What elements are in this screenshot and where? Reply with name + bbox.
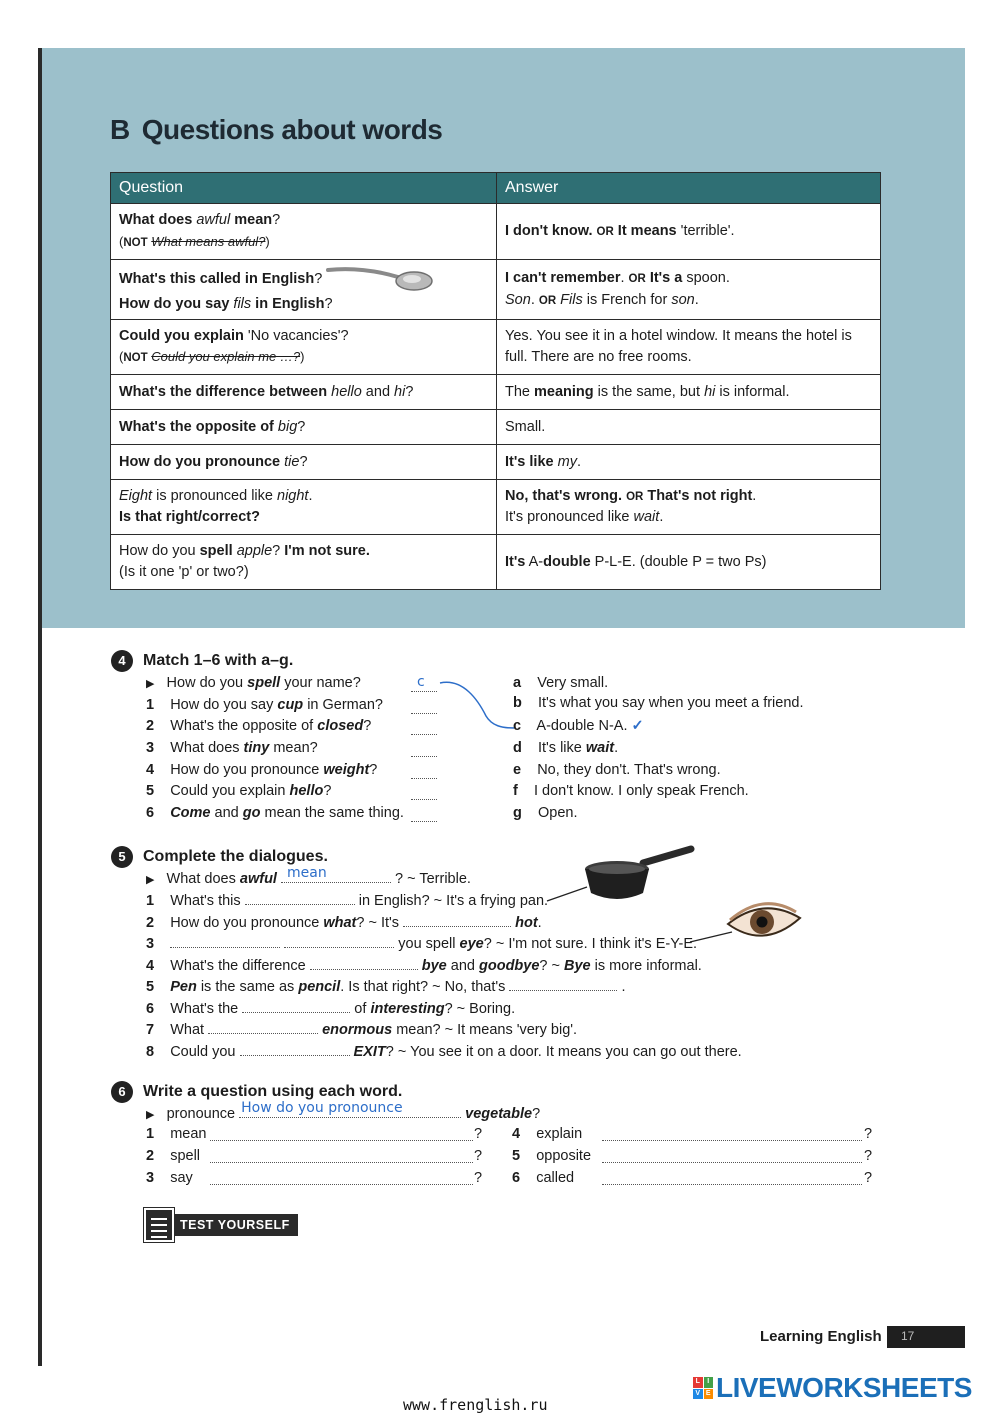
question-cell: What's this called in English? How do you say fils in English? [111,260,497,320]
ex5-item: 7 What enormous mean? ~ It means 'very big'. [146,1022,578,1038]
answer-cell: Small. [497,410,881,445]
test-yourself-badge[interactable] [144,1210,298,1240]
ex5-item: 8 Could you EXIT? ~ You see it on a door. It means you can go out there. [146,1044,742,1060]
ex4-answer-c: c A-double N-A. ✓ [513,718,644,734]
exercise-6-number: 6 [111,1081,133,1103]
answer-blank[interactable] [509,977,617,991]
ex5-item: 4 What's the difference bye and goodbye? ~ Bye is more informal. [146,958,702,974]
footer-title: Learning English [760,1328,882,1345]
question-mark: ? [474,1126,483,1142]
questions-table [110,172,881,590]
answer-blank[interactable] [602,1127,862,1141]
ex6-item: 6 called [512,1170,575,1186]
question-mark: ? [864,1170,873,1186]
table-row [111,535,881,590]
exercise-6-title: Write a question using each word. [143,1083,403,1100]
answer-blank[interactable] [208,1020,318,1034]
answer-cell: I don't know. OR It means 'terrible'. [497,204,881,260]
section-title [110,114,442,146]
section-letter: B [110,114,130,145]
ex4-question: 3 What does tiny mean? [146,740,318,756]
exercise-4-number: 4 [111,650,133,672]
header-question: Question [111,173,497,204]
ex4-question: 6 Come and go mean the same thing. [146,805,404,821]
ex5-example: ▶ What does awful mean ? ~ Terrible. [146,865,471,887]
ex4-question: 4 How do you pronounce weight? [146,762,378,778]
ex4-answer-f: f I don't know. I only speak French. [513,783,749,799]
table-row [111,204,881,260]
exercise-5-number: 5 [111,846,133,868]
answer-blank[interactable] [602,1149,862,1163]
liveworksheets-logo-icon: L I V E [693,1377,713,1399]
frying-pan-image [545,843,695,909]
ex6-item: 1 mean [146,1126,207,1142]
ex4-answer-a: a Very small. [513,675,609,691]
table-header-row [111,173,881,204]
answer-blank[interactable] [240,1042,350,1056]
ex6-item: 4 explain [512,1126,583,1142]
play-icon: ▶ [146,678,155,690]
ex4-answer-b: b It's what you say when you meet a friend. [513,695,804,711]
liveworksheets-brand [693,1372,972,1404]
question-mark: ? [474,1148,483,1164]
answer-cell: The meaning is the same, but hi is informal. [497,375,881,410]
play-icon: ▶ [146,874,155,886]
notebook-icon [144,1208,174,1242]
answer-blank[interactable] [602,1171,862,1185]
question-cell: What's the difference between hello and hi? [111,375,497,410]
question-cell: How do you spell apple? I'm not sure. (Is it one 'p' or two?) [111,535,497,590]
ex6-item: 2 spell [146,1148,201,1164]
table-row [111,260,881,320]
ex4-answer-d: d It's like wait. [513,740,619,756]
question-cell: What does awful mean? (NOT What means awful?) [111,204,497,260]
ex5-item: 6 What's the of interesting? ~ Boring. [146,1001,516,1017]
check-icon: ✓ [631,718,644,734]
ex4-example-question: ▶ How do you spell your name? [146,675,361,691]
ex4-question: 5 Could you explain hello? [146,783,332,799]
question-mark: ? [864,1126,873,1142]
answer-blank[interactable] [210,1127,473,1141]
table-row [111,445,881,480]
answer-blank[interactable] [170,934,280,948]
question-mark: ? [474,1170,483,1186]
exercise-5-title: Complete the dialogues. [143,848,328,865]
question-cell: Could you explain 'No vacancies'? (NOT Could you explain me …?) [111,320,497,375]
play-icon: ▶ [146,1109,155,1121]
ex4-answer-e: e No, they don't. That's wrong. [513,762,721,778]
ex4-answer-g: g Open. [513,805,578,821]
answer-cell: It's A-double P-L-E. (double P = two Ps) [497,535,881,590]
header-answer: Answer [497,173,881,204]
page-number: 17 [887,1326,965,1348]
answer-blank[interactable] [411,700,437,714]
table-row [111,480,881,535]
exercise-4-title: Match 1–6 with a–g. [143,652,294,669]
answer-cell: I can't remember. OR It's a spoon. Son. OR Fils is French for son. [497,260,881,320]
spoon-image [326,264,434,294]
answer-cell: Yes. You see it in a hotel window. It means the hotel is full. There are no free rooms. [497,320,881,375]
answer-blank[interactable] [310,956,418,970]
ex6-item: 5 opposite [512,1148,592,1164]
eye-image [688,898,806,950]
ex4-question: 2 What's the opposite of closed? [146,718,372,734]
ex6-item: 3 say [146,1170,193,1186]
answer-blank[interactable] [284,934,394,948]
answer-blank[interactable] [210,1171,473,1185]
site-url: www.frenglish.ru [403,1396,548,1414]
answer-cell: No, that's wrong. OR That's not right. It's pronounced like wait. [497,480,881,535]
table-row [111,410,881,445]
answer-blank[interactable] [411,808,437,822]
question-mark: ? [864,1148,873,1164]
ex4-example-answer: c [417,674,425,690]
answer-blank[interactable] [210,1149,473,1163]
match-line [438,680,518,732]
table-row [111,375,881,410]
ex6-example: ▶ pronounce How do you pronounce vegetable? [146,1100,541,1122]
ex5-item: 1 What's this in English? ~ It's a frying pan. [146,893,549,909]
test-yourself-label: TEST YOURSELF [174,1214,298,1236]
question-cell: What's the opposite of big? [111,410,497,445]
question-cell: How do you pronounce tie? [111,445,497,480]
answer-blank[interactable] [411,721,437,735]
section-title-text: Questions about words [141,114,443,145]
ex5-item: 3 you spell eye? ~ I'm not sure. I think it's E-Y-E. [146,936,698,952]
answer-blank[interactable] [403,913,511,927]
ex5-item: 5 Pen is the same as pencil. Is that right? ~ No, that's . [146,979,626,995]
table-row [111,320,881,375]
answer-blank[interactable] [245,891,355,905]
answer-blank[interactable] [411,765,437,779]
answer-blank [411,678,437,692]
ex5-item: 2 How do you pronounce what? ~ It's hot. [146,915,542,931]
answer-blank[interactable] [411,786,437,800]
answer-blank[interactable] [242,999,350,1013]
answer-blank[interactable] [411,743,437,757]
answer-cell: It's like my. [497,445,881,480]
brand-name: LIVEWORKSHEETS [716,1372,972,1403]
question-cell: Eight is pronounced like night. Is that right/correct? [111,480,497,535]
ex4-question: 1 How do you say cup in German? [146,697,383,713]
